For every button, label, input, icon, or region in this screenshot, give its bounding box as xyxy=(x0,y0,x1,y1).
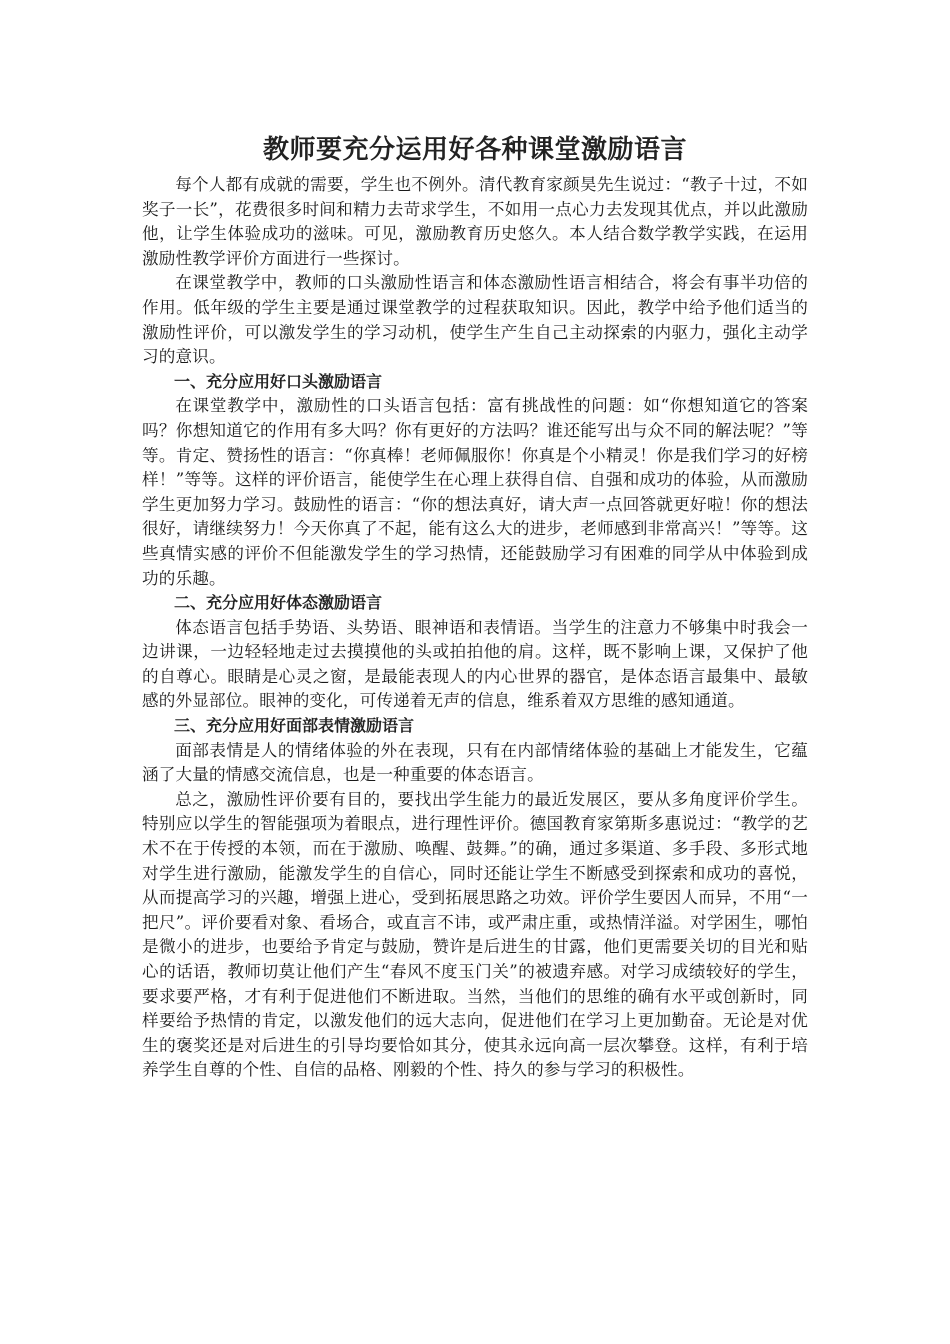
section-heading: 三、充分应用好面部表情激励语言 xyxy=(174,716,415,736)
conclusion-paragraph: 总之，激励性评价要有目的，要找出学生能力的最近发展区，要从多角度评价学生。特别应以学生的智能强项为着眼点，进行理性评价。德国教育家第斯多惠说过：“教学的艺术不在于传授的本领，而在于激励、唤醒、鼓舞。”的确，通过多渠道、多手段、多形式地对学生进行激励，能激发学生的自信心，同时还能让学生不断感受到探索和成功的喜悦，从而提高学习的兴趣，增强上进心，受到拓展思路之功效。评价学生要因人而异，不用“一把尺”。评价要看对象、看场合，或直言不讳，或严肃庄重，或热情洋溢。对学困生，哪怕是微小的进步，也要给予肯定与鼓励，赞许是后进生的甘露，他们更需要关切的目光和贴心的话语，教师切莫让他们产生“春风不度玉门关”的被遗弃感。对学习成绩较好的学生，要求要严格，才有利于促进他们不断进取。当然，当他们的思维的确有水平或创新时，同样要给予热情的肯定，以激发他们的远大志向，促进他们在学习上更加勤奋。无论是对优生的褒奖还是对后进生的引导均要恰如其分，使其永远向高一层次攀登。这样，有利于培养学生自尊的个性、自信的品格、刚毅的个性、持久的参与学习的积极性。 xyxy=(142,789,808,1080)
section-paragraph: 体态语言包括手势语、头势语、眼神语和表情语。当学生的注意力不够集中时我会一边讲课，一边轻轻地走过去摸摸他的头或拍拍他的肩。这样，既不影响上课，又保护了他的自尊心。眼睛是心灵之窗，是最能表现人的内心世界的器官，是体态语言最集中、最敏感的外显部位。眼神的变化，可传递着无声的信息，维系着双方思维的感知通道。 xyxy=(142,617,808,711)
section-heading: 一、充分应用好口头激励语言 xyxy=(174,371,383,391)
intro-paragraph: 在课堂教学中，教师的口头激励性语言和体态激励性语言相结合，将会有事半功倍的作用。低年级的学生主要是通过课堂教学的过程获取知识。因此，教学中给予他们适当的激励性评价，可以激发学生的学习动机，使学生产生自己主动探索的内驱力，强化主动学习的意识。 xyxy=(142,273,808,367)
document-body xyxy=(142,128,808,1083)
intro-paragraph: 每个人都有成就的需要，学生也不例外。清代教育家颜昊先生说过：“教子十过，不如奖子一长”，花费很多时间和精力去苛求学生，不如用一点心力去发现其优点，并以此激励他，让学生体验成功的滋味。可见，激励教育历史悠久。本人结合数学教学实践，在运用激励性教学评价方面进行一些探讨。 xyxy=(142,175,808,268)
section-paragraph: 在课堂教学中，激励性的口头语言包括：富有挑战性的问题：如“你想知道它的答案吗？你想知道它的作用有多大吗？你有更好的方法吗？谁还能写出与众不同的解法呢？”等等。肯定、赞扬性的语言：“你真棒！老师佩服你！你真是个小精灵！你是我们学习的好榜样！”等等。这样的评价语言，能使学生在心理上获得自信、自强和成功的体验，从而激励学生更加努力学习。鼓励性的语言：“你的想法真好，请大声一点回答就更好啦！你的想法很好，请继续努力！今天你真了不起，能有这么大的进步，老师感到非常高兴！”等等。这些真情实感的评价不但能激发学生的学习热情，还能鼓励学习有困难的同学从中体验到成功的乐趣。 xyxy=(142,396,808,588)
document-title: 教师要充分运用好各种课堂激励语言 xyxy=(262,135,687,165)
section-heading: 二、充分应用好体态激励语言 xyxy=(174,593,383,613)
section-paragraph: 面部表情是人的情绪体验的外在表现，只有在内部情绪体验的基础上才能发生，它蕴涵了大量的情感交流信息，也是一种重要的体态语言。 xyxy=(142,740,808,785)
